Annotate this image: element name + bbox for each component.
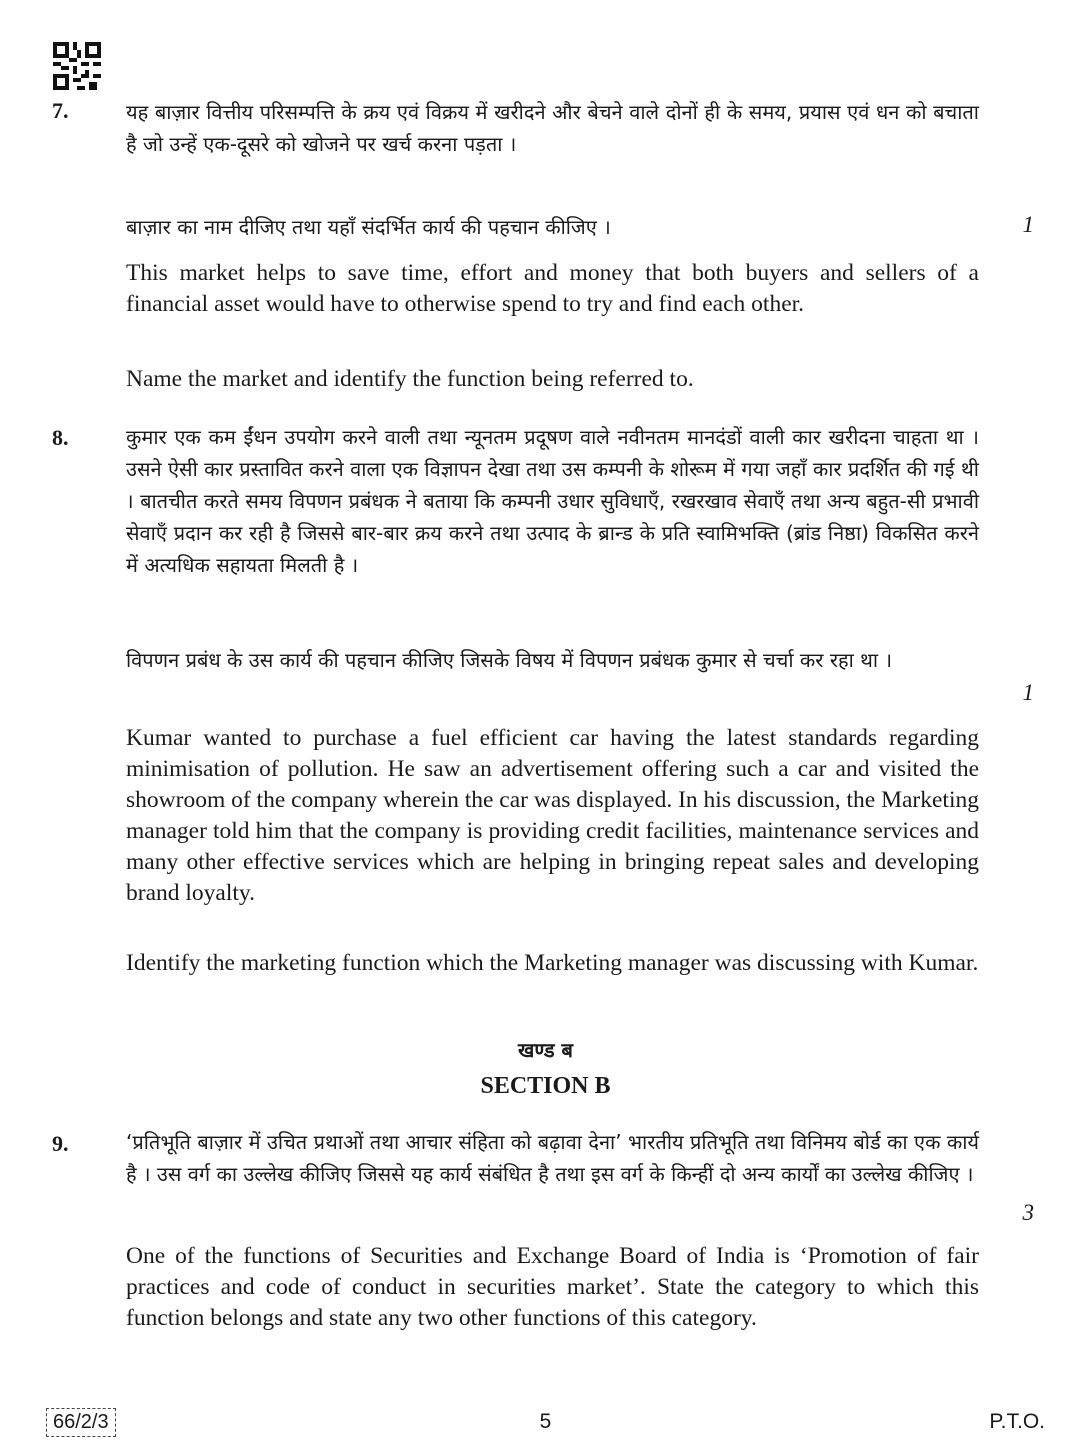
q8-english-text: Kumar wanted to purchase a fuel efficient car having the latest standards regarding minimisation of pollution. He saw an advertisement offering such a car and visited the showroom of the company wherein the car was displayed. In his discussion, the Marketing manager told him that the company is providing credit facilities, maintenance services and many other effective services which are helping in bringing repeat sales and developing brand loyalty. [126,725,979,906]
q7-hindi-text: यह बाज़ार वित्तीय परिसम्पत्ति के क्रय एवं विक्रय में खरीदने और बेचने वाले दोनों ही के समय, प्रयास एवं धन को बचाता है जो उन्हें एक-दूसरे को खोजने पर खर्च करना पड़ता । [126,100,979,156]
q9-marks: 3 [1022,1200,1034,1225]
qr-code-icon [53,42,101,90]
q8-english-question: Identify the marketing function which the Marketing manager was discussing with Kumar. [126,950,979,976]
page-number: 5 [539,1410,552,1433]
please-turn-over: P.T.O. [989,1410,1045,1433]
q8-hindi-question: विपणन प्रबंध के उस कार्य की पहचान कीजिए जिसके विषय में विपणन प्रबंधक कुमार से चर्चा कर रहा था । [126,648,893,672]
q9-english-text: One of the functions of Securities and Exchange Board of India is ‘Promotion of fair practices and code of conduct in securities market’. State the category to which this function belongs and state any two other functions of this category. [126,1243,979,1331]
section-heading-hindi: खण्ड ब [518,1038,573,1062]
section-heading-english: SECTION B [480,1073,611,1099]
q7-hindi-question: बाज़ार का नाम दीजिए तथा यहाँ संदर्भित कार्य की पहचान कीजिए । [126,215,611,239]
q8-marks: 1 [1022,680,1034,705]
q7-marks: 1 [1022,212,1034,237]
q7-english-text: This market helps to save time, effort and money that both buyers and sellers of a financial asset would have to otherwise spend to try and find each other. [126,260,979,317]
q9-hindi-text: ‘प्रतिभूति बाज़ार में उचित प्रथाओं तथा आचार संहिता को बढ़ावा देना’ भारतीय प्रतिभूति तथा विनिमय बोर्ड का एक कार्य है । उस वर्ग का उल्लेख कीजिए जिससे यह कार्य संबंधित है तथा इस वर्ग के किन्हीं दो अन्य कार्यों का उल्लेख कीजिए । [126,1130,979,1186]
question-number-7: 7. [52,98,69,123]
q7-english-question: Name the market and identify the function being referred to. [126,366,694,392]
q8-hindi-text: कुमार एक कम ईंधन उपयोग करने वाली तथा न्यूनतम प्रदूषण वाले नवीनतम मानदंडों वाली कार खरीदना चाहता था । उसने ऐसी कार प्रस्तावित करने वाला एक विज्ञापन देखा तथा उस कम्पनी के शोरूम में गया जहाँ कार प्रदर्शित की गई थी । बातचीत करते समय विपणन प्रबंधक ने बताया कि कम्पनी उधार सुविधाएँ, रखरखाव सेवाएँ तथा अन्य बहुत-सी प्रभावी सेवाएँ प्रदान कर रही है जिससे बार-बार क्रय करने तथा उत्पाद के ब्रान्ड के प्रति स्वामिभक्ति (ब्रांड निष्ठा) विकसित करने में अत्यधिक सहायता मिलती है । [126,425,979,577]
question-number-9: 9. [52,1131,69,1156]
question-number-8: 8. [52,425,69,450]
paper-code: 66/2/3 [46,1408,116,1437]
